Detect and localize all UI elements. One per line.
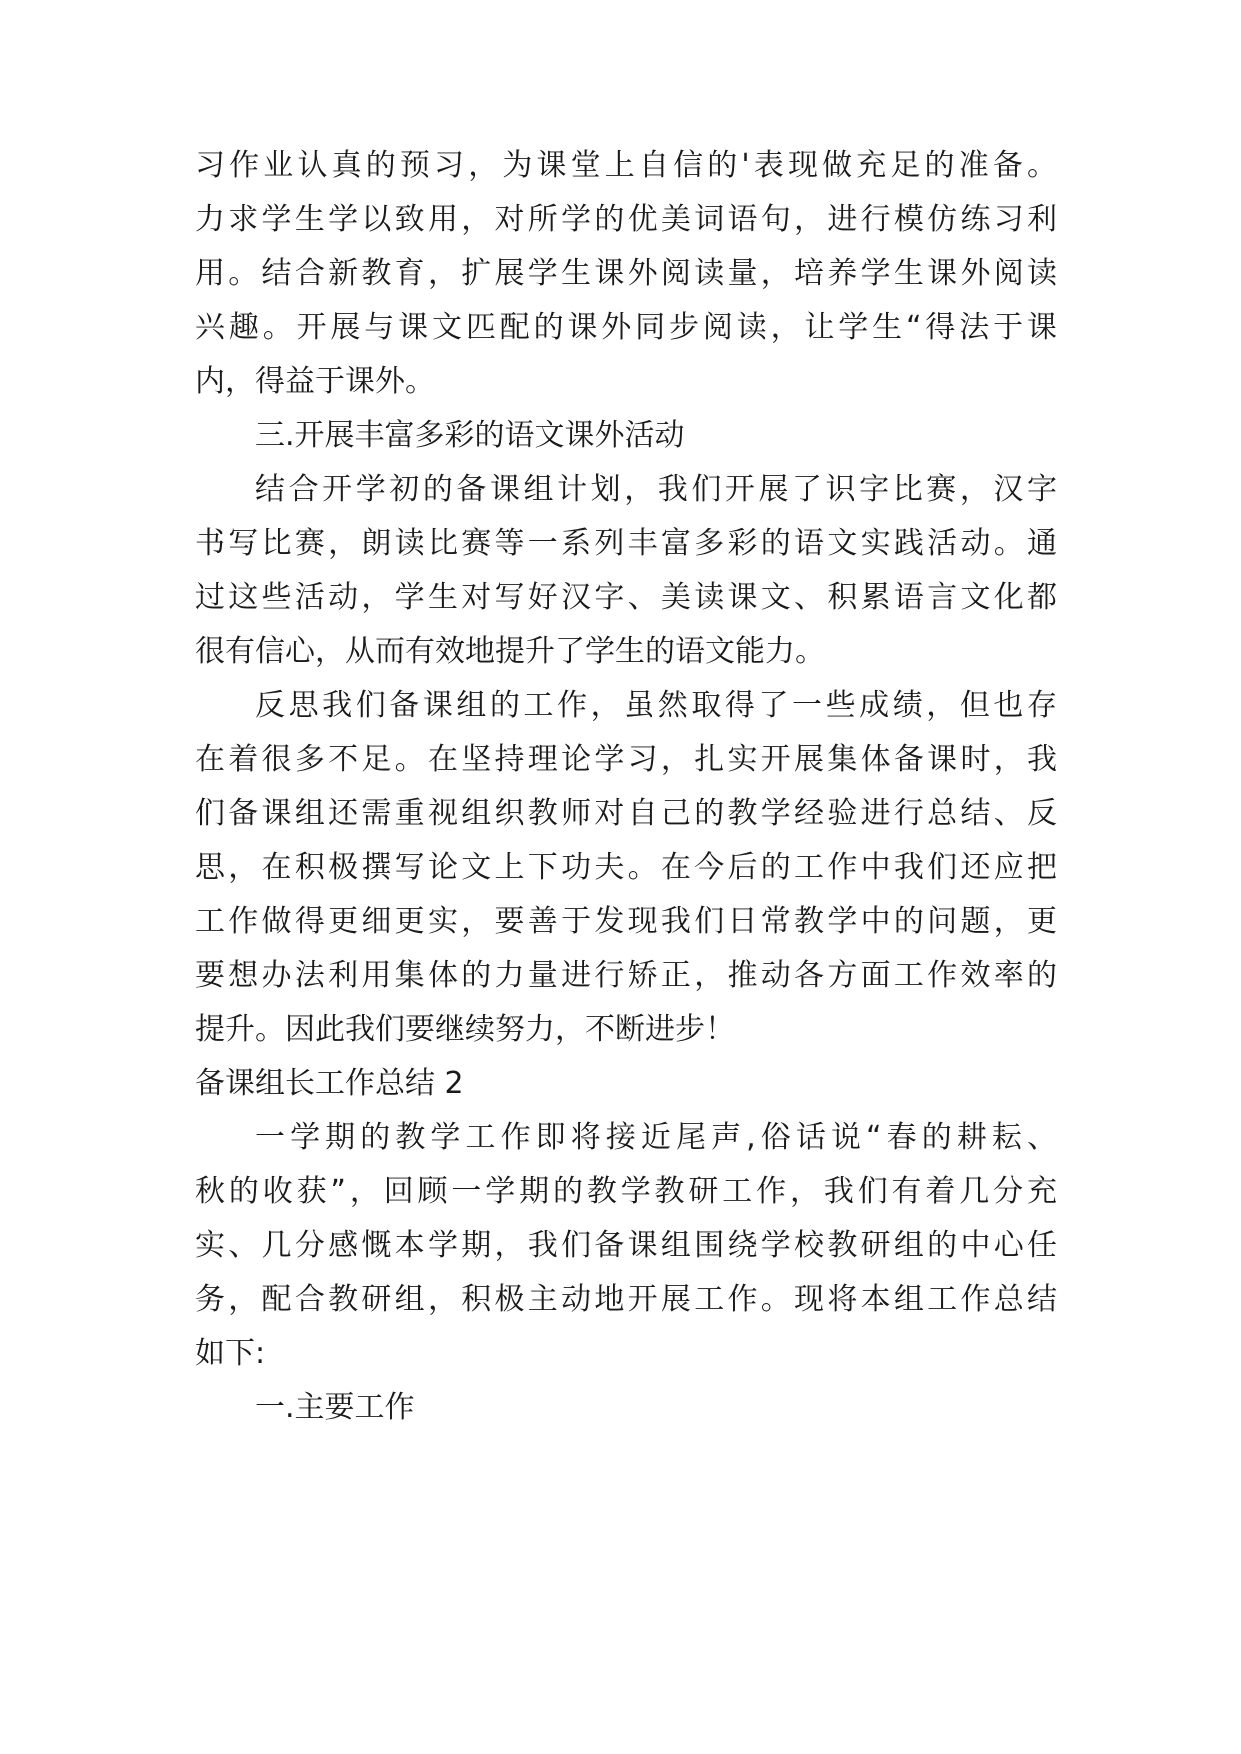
paragraph-line: 提升。因此我们要继续努力，不断进步！: [195, 1012, 735, 1047]
paragraph-line: 内，得益于课外。: [195, 364, 435, 399]
paragraph-line: 们备课组还需重视组织教师对自己的教学经验进行总结、反: [195, 796, 1057, 831]
paragraph-line: 兴趣。开展与课文匹配的课外同步阅读，让学生“得法于课: [195, 310, 1057, 345]
paragraph-line: 在着很多不足。在坚持理论学习，扎实开展集体备课时，我: [195, 742, 1057, 777]
paragraph-line: 习作业认真的预习，为课堂上自信的'表现做充足的准备。: [195, 148, 1057, 183]
paragraph-line: 结合开学初的备课组计划，我们开展了识字比赛，汉字: [255, 472, 1057, 507]
paragraph-line: 务，配合教研组，积极主动地开展工作。现将本组工作总结: [195, 1282, 1057, 1317]
paragraph-line: 力求学生学以致用，对所学的优美词语句，进行模仿练习利: [195, 202, 1057, 237]
paragraph-line: 要想办法利用集体的力量进行矫正，推动各方面工作效率的: [195, 958, 1057, 993]
paragraph-line: 过这些活动，学生对写好汉字、美读课文、积累语言文化都: [195, 580, 1057, 615]
paragraph-line: 书写比赛，朗读比赛等一系列丰富多彩的语文实践活动。通: [195, 526, 1057, 561]
section-heading: 三.开展丰富多彩的语文课外活动: [255, 418, 685, 453]
document-title: 备课组长工作总结 2: [195, 1066, 464, 1101]
paragraph-line: 反思我们备课组的工作，虽然取得了一些成绩，但也存: [255, 688, 1057, 723]
paragraph-line: 秋的收获”，回顾一学期的教学教研工作，我们有着几分充: [195, 1174, 1057, 1209]
paragraph-line: 实、几分感慨本学期，我们备课组围绕学校教研组的中心任: [195, 1228, 1057, 1263]
section-heading: 一.主要工作: [255, 1390, 415, 1425]
paragraph-line: 一学期的教学工作即将接近尾声,俗话说“春的耕耘、: [255, 1120, 1057, 1155]
paragraph-line: 很有信心，从而有效地提升了学生的语文能力。: [195, 634, 825, 669]
paragraph-line: 用。结合新教育，扩展学生课外阅读量，培养学生课外阅读: [195, 256, 1057, 291]
paragraph-line: 工作做得更细更实，要善于发现我们日常教学中的问题，更: [195, 904, 1057, 939]
paragraph-line: 思，在积极撰写论文上下功夫。在今后的工作中我们还应把: [195, 850, 1057, 885]
paragraph-line: 如下:: [195, 1336, 266, 1371]
